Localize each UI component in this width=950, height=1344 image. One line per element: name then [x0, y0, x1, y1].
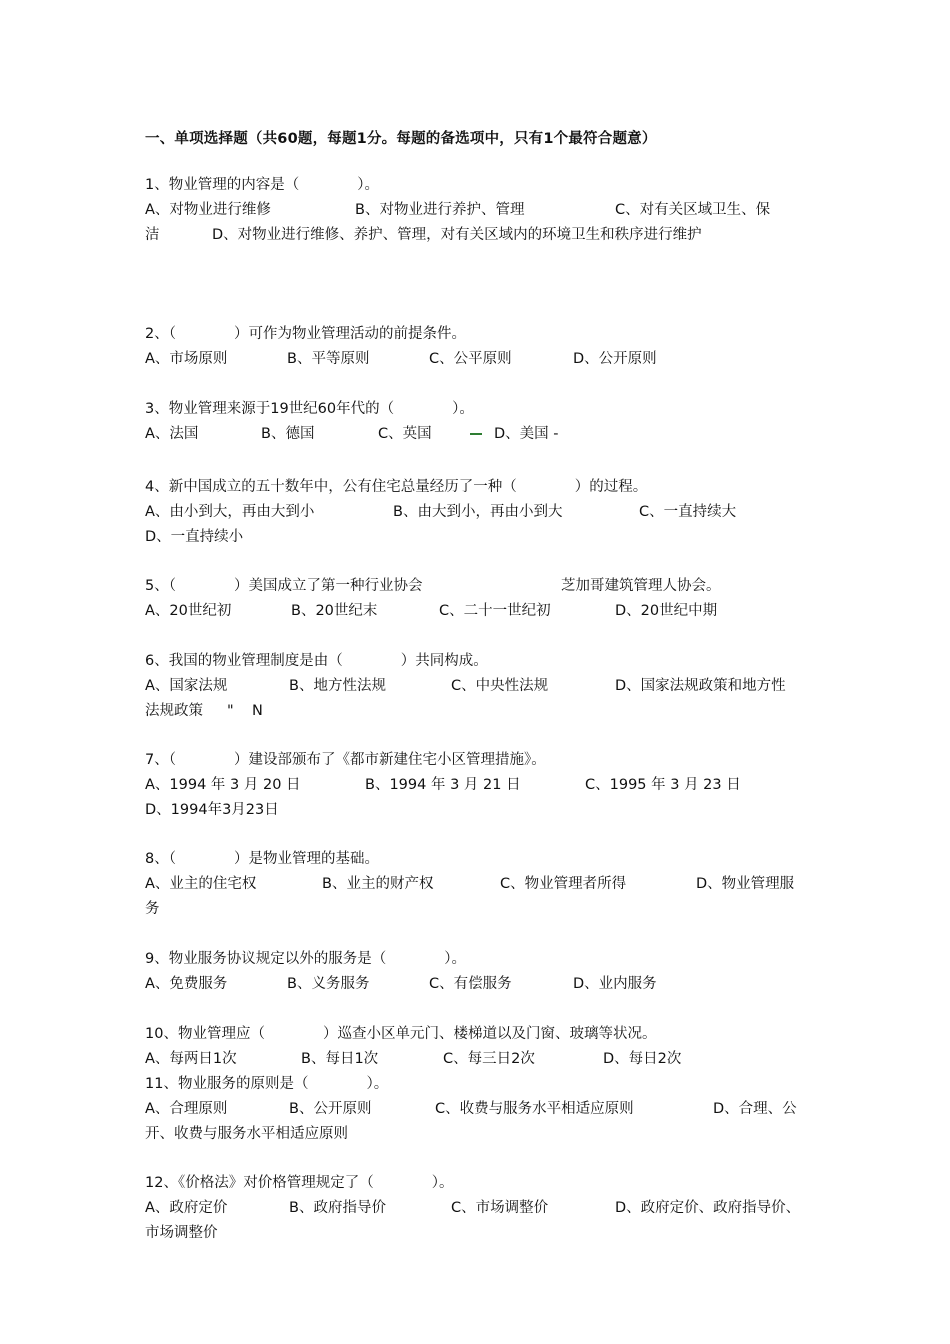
question-3 [145, 397, 825, 447]
option-d: D、对物业进行维修、养护、管理，对有关区域内的环境卫生和秩序进行维护 [212, 227, 702, 243]
options-line [145, 798, 825, 823]
question-1 [145, 173, 825, 248]
options-line [145, 599, 825, 624]
option-a: A、免费服务 [145, 976, 228, 992]
question-6 [145, 649, 825, 724]
options-line [145, 1047, 825, 1072]
option-d-continued: 市场调整价 [145, 1225, 218, 1241]
question-stem: 9、物业服务协议规定以外的服务是（ ）。 [145, 951, 466, 967]
option-c: C、英国 [378, 426, 432, 442]
options-line [145, 674, 825, 699]
option-c: C、对有关区域卫生、保 [615, 202, 771, 218]
stray-letter: N [252, 703, 263, 719]
option-b: B、政府指导价 [289, 1200, 386, 1216]
question-12 [145, 1171, 825, 1246]
option-d-continued: 开、收费与服务水平相适应原则 [145, 1126, 348, 1142]
options-line [145, 223, 825, 248]
option-b: B、对物业进行养护、管理 [355, 202, 525, 218]
question-stem-continued: 芝加哥建筑管理人协会。 [561, 578, 721, 594]
option-c: C、有偿服务 [429, 976, 512, 992]
question-stem: 2、（ ）可作为物业管理活动的前提条件。 [145, 326, 466, 342]
option-a: A、市场原则 [145, 351, 228, 367]
green-underline-mark [470, 433, 482, 435]
question-stem: 3、物业管理来源于19世纪60年代的（ ）。 [145, 401, 474, 417]
option-b: B、业主的财产权 [322, 876, 434, 892]
question-stem: 4、新中国成立的五十数年中，公有住宅总量经历了一种（ ）的过程。 [145, 479, 648, 495]
question-stem: 5、（ ）美国成立了第一种行业协会 [145, 578, 423, 594]
option-c: C、一直持续大 [639, 504, 737, 520]
option-b: B、每日1次 [301, 1051, 379, 1067]
option-d: D、一直持续小 [145, 529, 244, 545]
option-a: A、1994 年 3 月 20 日 [145, 777, 301, 793]
options-line [145, 1122, 825, 1147]
option-a: A、法国 [145, 426, 199, 442]
question-stem: 10、物业管理应（ ）巡查小区单元门、楼梯道以及门窗、玻璃等状况。 [145, 1026, 657, 1042]
option-c-continued: 洁 [145, 227, 160, 243]
options-line [145, 500, 825, 525]
question-7 [145, 748, 825, 823]
option-c: C、公平原则 [429, 351, 512, 367]
option-c: C、二十一世纪初 [439, 603, 551, 619]
option-c: C、物业管理者所得 [500, 876, 627, 892]
option-b: B、德国 [261, 426, 315, 442]
option-a: A、20世纪初 [145, 603, 232, 619]
option-d: D、20世纪中期 [615, 603, 718, 619]
question-stem: 8、（ ）是物业管理的基础。 [145, 851, 379, 867]
question-stem: 11、物业服务的原则是（ ）。 [145, 1076, 389, 1092]
options-line [145, 422, 825, 447]
option-a: A、国家法规 [145, 678, 228, 694]
option-b: B、义务服务 [287, 976, 370, 992]
options-line [145, 525, 825, 550]
option-d-continued: 务 [145, 901, 160, 917]
options-line [145, 1196, 825, 1221]
option-d: D、合理、公 [713, 1101, 797, 1117]
question-9 [145, 947, 825, 997]
options-line [145, 1097, 825, 1122]
question-5 [145, 574, 825, 624]
section-heading: 一、单项选择题（共60题，每题1分。每题的备选项中，只有1个最符合题意） [145, 131, 657, 147]
question-stem: 7、（ ）建设部颁布了《都市新建住宅小区管理措施》。 [145, 752, 546, 768]
options-line [145, 198, 825, 223]
question-10 [145, 1022, 825, 1072]
option-d: D、业内服务 [573, 976, 657, 992]
question-2 [145, 322, 825, 372]
question-stem: 12、《价格法》对价格管理规定了（ ）。 [145, 1175, 454, 1191]
options-line [145, 773, 825, 798]
option-d: D、每日2次 [603, 1051, 682, 1067]
option-a: A、业主的住宅权 [145, 876, 257, 892]
option-d-continued: 法规政策 [145, 703, 203, 719]
option-c: C、每三日2次 [443, 1051, 535, 1067]
option-c: C、1995 年 3 月 23 日 [585, 777, 741, 793]
option-b: B、公开原则 [289, 1101, 372, 1117]
question-stem-line [145, 574, 825, 599]
options-line [145, 699, 825, 724]
option-d: D、国家法规政策和地方性 [615, 678, 786, 694]
option-a: A、政府定价 [145, 1200, 228, 1216]
option-a: A、对物业进行维修 [145, 202, 271, 218]
option-b: B、20世纪末 [291, 603, 378, 619]
option-b: B、地方性法规 [289, 678, 386, 694]
stray-quote-mark: " [227, 703, 234, 719]
option-b: B、平等原则 [287, 351, 370, 367]
option-d: D、政府定价、政府指导价、 [615, 1200, 801, 1216]
question-11 [145, 1072, 825, 1147]
options-line [145, 897, 825, 922]
options-line [145, 872, 825, 897]
options-line [145, 347, 825, 372]
option-d: D、物业管理服 [696, 876, 795, 892]
options-line [145, 972, 825, 997]
option-c: C、市场调整价 [451, 1200, 549, 1216]
option-c: C、收费与服务水平相适应原则 [435, 1101, 634, 1117]
option-a: A、由小到大，再由大到小 [145, 504, 315, 520]
option-d: D、美国 - [494, 426, 559, 442]
option-b: B、1994 年 3 月 21 日 [365, 777, 521, 793]
question-stem: 1、物业管理的内容是（ ）。 [145, 177, 379, 193]
question-stem: 6、我国的物业管理制度是由（ ）共同构成。 [145, 653, 488, 669]
option-b: B、由大到小，再由小到大 [393, 504, 563, 520]
option-a: A、每两日1次 [145, 1051, 237, 1067]
option-d: D、公开原则 [573, 351, 657, 367]
option-a: A、合理原则 [145, 1101, 228, 1117]
option-d: D、1994年3月23日 [145, 802, 279, 818]
options-line [145, 1221, 825, 1246]
option-c: C、中央性法规 [451, 678, 549, 694]
question-4 [145, 475, 825, 550]
question-8 [145, 847, 825, 922]
